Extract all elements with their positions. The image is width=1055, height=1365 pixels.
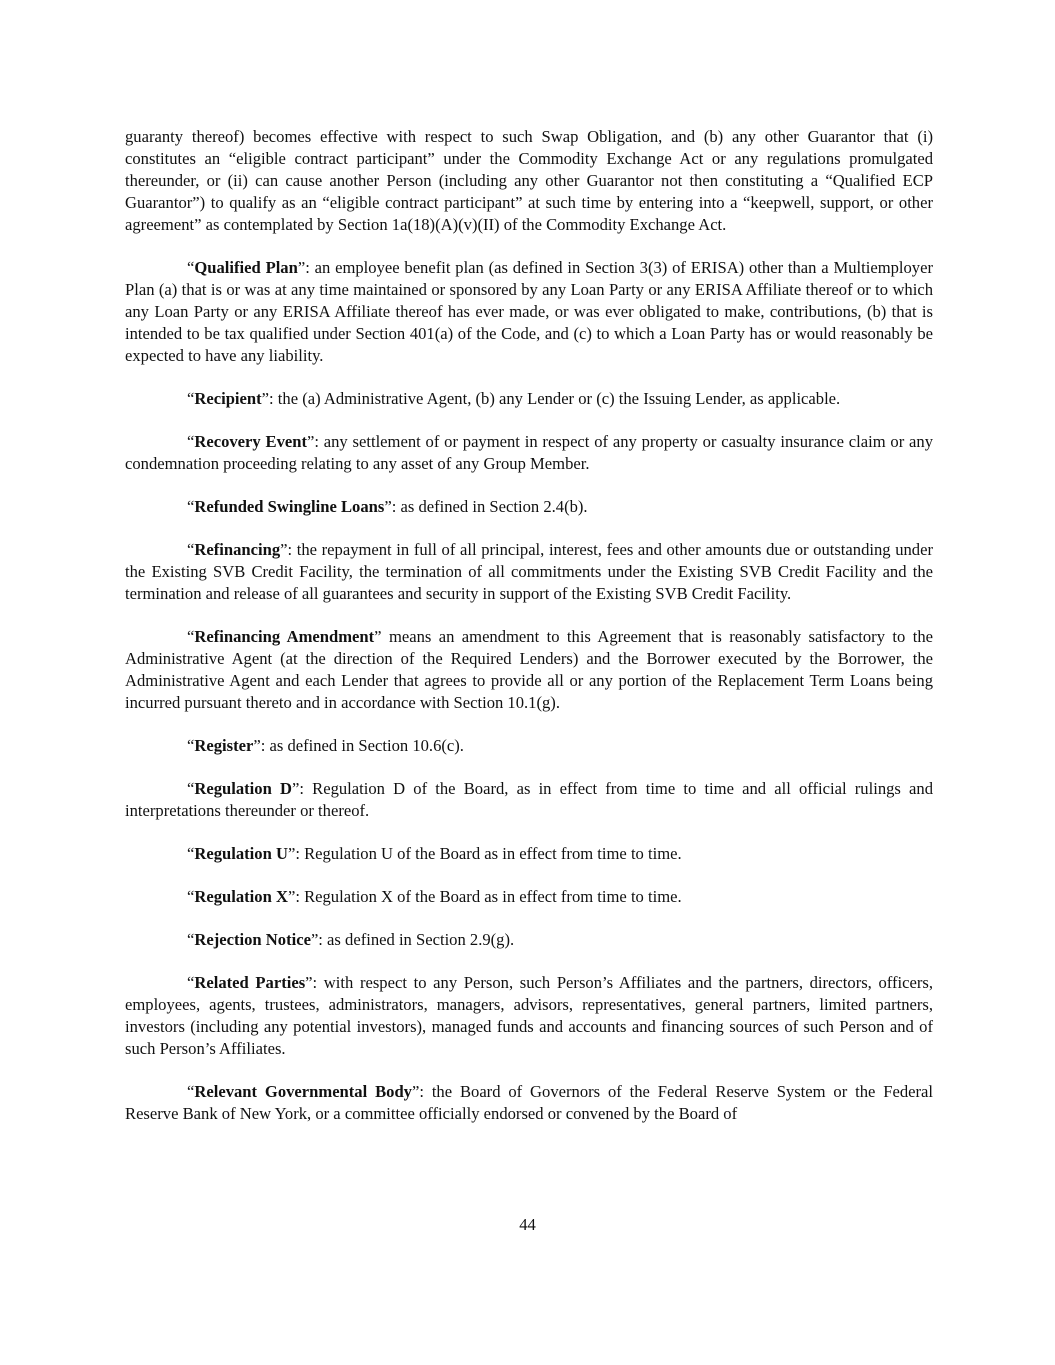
open-quote: “ <box>187 497 195 516</box>
open-quote: “ <box>187 736 195 755</box>
defined-term: Qualified Plan <box>194 258 298 277</box>
definition-regulation-u <box>125 843 933 865</box>
definition-text: ”: as defined in Section 10.6(c). <box>253 736 464 755</box>
definition-text: ”: the Board of Governors of the Federal Reserve System or the Federal Reserve Bank of New York, or a committee officially endorsed or convened by the Board of <box>125 1082 934 1123</box>
open-quote: “ <box>187 844 195 863</box>
open-quote: “ <box>187 627 195 646</box>
definition-refunded-swingline-loans <box>125 496 933 518</box>
defined-term: Regulation X <box>194 887 288 906</box>
definition-qualified-plan <box>125 257 933 367</box>
defined-term: Refinancing <box>194 540 281 559</box>
defined-term: Related Parties <box>194 973 306 992</box>
definition-text: ”: an employee benefit plan (as defined in Section 3(3) of ERISA) other than a Multiemployer Plan (a) that is or was at any time maintained or sponsored by any Loan Party or any ERISA Affiliate thereof or to which any Loan Party or any ERISA Affiliate thereof has ever made, or was ever obligated to make, contributions, (b) that is intended to be tax qualified under Section 401(a) of the Code, and (c) to which a Loan Party has or would reasonably be expected to have any liability. <box>125 258 933 365</box>
open-quote: “ <box>187 887 195 906</box>
definition-text: ” means an amendment to this Agreement that is reasonably satisfactory to the Administrative Agent (at the direction of the Required Lenders) and the Borrower executed by the Borrower, the Administrative Agent and each Lender that agrees to provide all or any portion of the Replacement Term Loans being incurred pursuant thereto and in accordance with Section 10.1(g). <box>125 627 933 712</box>
definition-text: ”: as defined in Section 2.4(b). <box>384 497 588 516</box>
defined-term: Regulation D <box>194 779 292 798</box>
definition-register <box>125 735 933 757</box>
definition-text: ”: Regulation U of the Board as in effect from time to time. <box>287 844 682 863</box>
definition-regulation-x <box>125 886 933 908</box>
continuation-paragraph: guaranty thereof) becomes effective with respect to such Swap Obligation, and (b) any other Guarantor that (i) constitutes an “eligible contract participant” under the Commodity Exchange Act or any regulations promulgated thereunder, or (ii) can cause another Person (including any other Guarantor not then constituting a “Qualified ECP Guarantor”) to qualify as an “eligible contract participant” at such time by entering into a “keepwell, support, or other agreement” as contemplated by Section 1a(18)(A)(v)(II) of the Commodity Exchange Act. <box>125 127 933 234</box>
open-quote: “ <box>187 432 195 451</box>
open-quote: “ <box>187 389 195 408</box>
definition-rejection-notice <box>125 929 933 951</box>
defined-term: Recipient <box>194 389 262 408</box>
definition-text: ”: the (a) Administrative Agent, (b) any Lender or (c) the Issuing Lender, as applicable. <box>261 389 841 408</box>
open-quote: “ <box>187 540 195 559</box>
defined-term: Rejection Notice <box>194 930 311 949</box>
definition-text: ”: Regulation X of the Board as in effect from time to time. <box>287 887 682 906</box>
definition-refinancing-amendment <box>125 626 933 714</box>
defined-term: Recovery Event <box>194 432 307 451</box>
defined-term: Relevant Governmental Body <box>194 1082 412 1101</box>
definition-relevant-governmental-body <box>125 1081 933 1125</box>
definition-refinancing <box>125 539 933 605</box>
open-quote: “ <box>187 1082 195 1101</box>
open-quote: “ <box>187 258 195 277</box>
document-page <box>125 126 933 1146</box>
defined-term: Refinancing Amendment <box>194 627 375 646</box>
definition-related-parties <box>125 972 933 1060</box>
defined-term: Regulation U <box>194 844 288 863</box>
definition-text: ”: any settlement of or payment in respect of any property or casualty insurance claim or any condemnation proceeding relating to any asset of any Group Member. <box>125 432 934 473</box>
definition-text: ”: the repayment in full of all principal, interest, fees and other amounts due or outstanding under the Existing SVB Credit Facility, the termination of all commitments under the Existing SVB Credit Facility and the termination and release of all guarantees and security in support of the Existing SVB Credit Facility. <box>125 540 933 603</box>
open-quote: “ <box>187 930 195 949</box>
defined-term: Refunded Swingline Loans <box>194 497 385 516</box>
definition-regulation-d <box>125 778 933 822</box>
definition-recipient <box>125 388 933 410</box>
definition-text: ”: as defined in Section 2.9(g). <box>310 930 515 949</box>
definition-text: ”: with respect to any Person, such Person’s Affiliates and the partners, directors, officers, employees, agents, trustees, administrators, managers, advisors, representatives, general partners, limited partners, investors (including any potential investors), managed funds and accounts and financing sources of such Person and of such Person’s Affiliates. <box>125 973 934 1058</box>
page-number: 44 <box>519 1215 536 1234</box>
definition-text: ”: Regulation D of the Board, as in effect from time to time and all official rulings and interpretations thereunder or thereof. <box>125 779 934 820</box>
open-quote: “ <box>187 973 195 992</box>
definition-recovery-event <box>125 431 933 475</box>
defined-term: Register <box>194 736 254 755</box>
open-quote: “ <box>187 779 195 798</box>
